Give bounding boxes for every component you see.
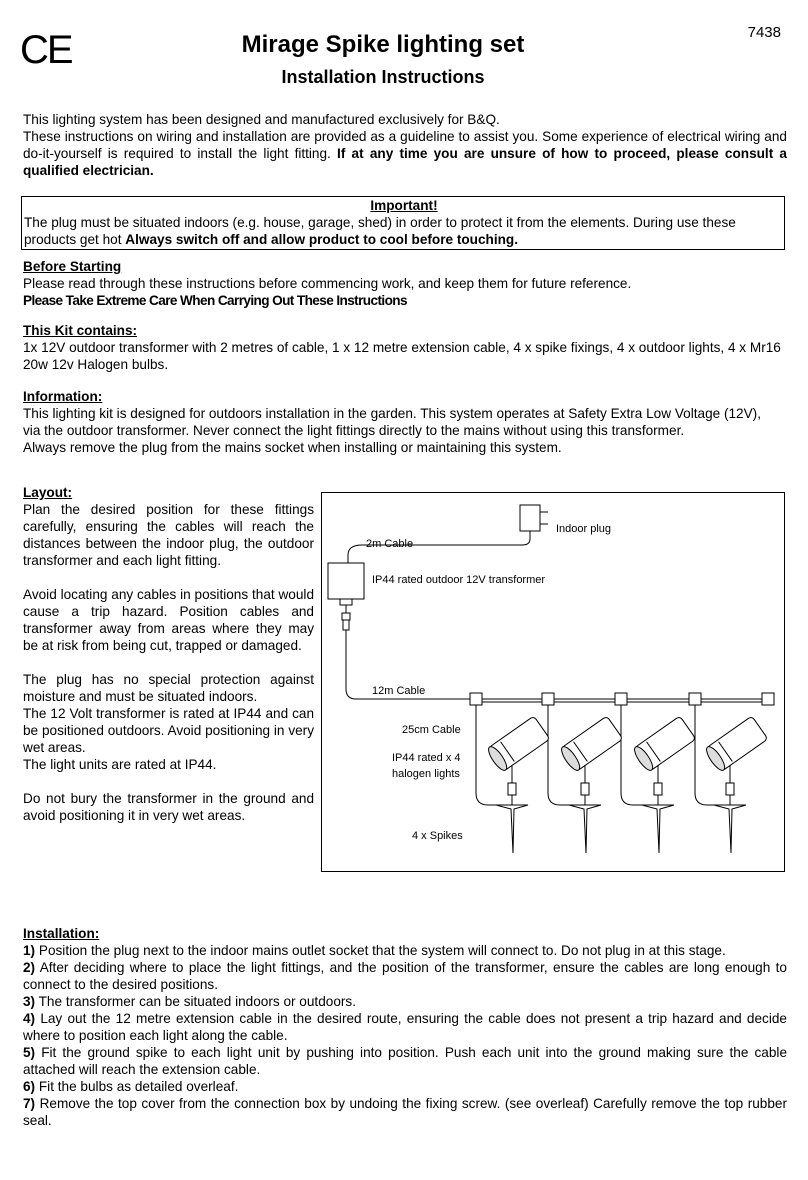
installation-step [23, 1044, 787, 1078]
intro-text: These instructions on wiring and installation are provided as a guideline to assist you. Some experience of electrical wiring and do-it-yourself is required to install the light fitting. [23, 129, 787, 161]
step-text: Position the plug next to the indoor mains outlet socket that the system will connect to. Do not plug in at this stage. [38, 943, 726, 958]
installation-step [23, 1095, 787, 1129]
ce-mark: CE [20, 28, 72, 72]
layout-paragraph-2: Avoid locating any cables in positions that would cause a trip hazard. Position cables and transformer away from areas where they may be at risk from being cut, trapped or damaged. [23, 587, 314, 653]
page-title: Mirage Spike lighting set [241, 31, 525, 58]
installation-step [23, 1010, 787, 1044]
light-unit-2 [558, 716, 622, 853]
light-unit-4 [703, 716, 767, 853]
layout-paragraph-5: The light units are rated at IP44. [23, 757, 217, 772]
before-starting-section [23, 258, 787, 309]
step-text: Remove the top cover from the connection box by undoing the fixing screw. (see overleaf) Carefully remove the top rubber seal. [23, 1096, 787, 1128]
important-body [24, 214, 784, 248]
layout-paragraph-1: Plan the desired position for these fittings carefully, ensuring the cables will reach the distances between the indoor plug, the outdoor transformer and each light fitting. [23, 502, 314, 568]
step-number: 4) [23, 1011, 36, 1026]
label-transformer: IP44 rated outdoor 12V transformer [372, 574, 546, 586]
layout-section [23, 484, 314, 824]
wiring-diagram-svg [322, 493, 784, 871]
label-lights-line-2: halogen lights [392, 768, 460, 780]
layout-paragraph-4: The 12 Volt transformer is rated at IP44 and can be positioned outdoors. Avoid positioning in very wet areas. [23, 706, 314, 755]
important-text: The plug must be situated indoors (e.g. house, garage, shed) in order to protect it from the elements. During use these products get hot [24, 215, 736, 247]
page-subtitle: Installation Instructions [281, 67, 485, 87]
intro-section [23, 111, 787, 179]
indoor-plug-icon [348, 505, 548, 563]
layout-paragraph-3: The plug has no special protection against moisture and must be situated indoors. [23, 672, 314, 704]
step-number: 2) [23, 960, 36, 975]
label-spikes: 4 x Spikes [412, 830, 463, 842]
label-2m-cable: 2m Cable [366, 538, 414, 550]
information-section [23, 388, 787, 456]
information-heading: Information: [23, 389, 103, 404]
kit-text: 1x 12V outdoor transformer with 2 metres of cable, 1 x 12 metre extension cable, 4 x spike fixings, 4 x outdoor lights, 4 x Mr16 20w 12v Halogen bulbs. [23, 340, 781, 372]
product-code: 7438 [747, 24, 781, 41]
installation-step [23, 942, 787, 959]
intro-warning: If at any time you are unsure of how to proceed, please consult a qualified electrician. [23, 146, 787, 178]
before-starting-bold: Please Take Extreme Care When Carrying Out These Instructions [23, 293, 407, 308]
before-starting-heading: Before Starting [23, 259, 122, 274]
label-12m-cable: 12m Cable [372, 685, 426, 697]
light-unit-3 [631, 716, 695, 853]
label-lights-line-1: IP44 rated x 4 [392, 752, 461, 764]
kit-heading: This Kit contains: [23, 323, 138, 338]
step-text: Lay out the 12 metre extension cable in the desired route, ensuring the cable does not present a trip hazard and decide where to position each light along the cable. [23, 1011, 787, 1043]
important-bold: Always switch off and allow product to cool before touching. [125, 232, 519, 247]
step-number: 7) [23, 1096, 36, 1111]
step-number: 1) [23, 943, 36, 958]
light-unit-1 [485, 716, 549, 853]
installation-step [23, 993, 787, 1010]
step-text: Fit the bulbs as detailed overleaf. [38, 1079, 239, 1094]
step-number: 5) [23, 1045, 36, 1060]
layout-paragraph-6: Do not bury the transformer in the ground and avoid positioning it in very wet areas. [23, 791, 314, 823]
installation-heading: Installation: [23, 926, 100, 941]
kit-section [23, 322, 787, 373]
information-text-2: Always remove the plug from the mains socket when installing or maintaining this system. [23, 440, 562, 455]
label-indoor-plug: Indoor plug [556, 523, 612, 535]
step-text: After deciding where to place the light fittings, and the position of the transformer, ensure the cables are long enough to connect to the desired positions. [23, 960, 787, 992]
step-number: 3) [23, 994, 36, 1009]
step-text: Fit the ground spike to each light unit by pushing into position. Push each unit into the ground making sure the cable attached will reach the extension cable. [23, 1045, 788, 1077]
installation-section [23, 925, 787, 1129]
installation-step [23, 959, 787, 993]
extension-cable [470, 693, 774, 705]
information-text-1: This lighting kit is designed for outdoors installation in the garden. This system operates at Safety Extra Low Voltage (12V), via the outdoor transformer. Never connect the light fittings directly to the mains without using this transformer. [23, 406, 761, 438]
before-starting-text: Please read through these instructions before commencing work, and keep them for future reference. [23, 276, 632, 291]
intro-line-1: This lighting system has been designed and manufactured exclusively for B&Q. [23, 112, 500, 127]
step-text: The transformer can be situated indoors or outdoors. [38, 994, 356, 1009]
layout-diagram [321, 492, 785, 872]
intro-line-2 [23, 128, 787, 179]
installation-step [23, 1078, 787, 1095]
installation-steps [23, 942, 787, 1129]
important-heading: Important! [370, 198, 438, 213]
step-number: 6) [23, 1079, 36, 1094]
label-25cm-cable: 25cm Cable [402, 724, 461, 736]
important-box [21, 196, 785, 250]
layout-heading: Layout: [23, 485, 73, 500]
